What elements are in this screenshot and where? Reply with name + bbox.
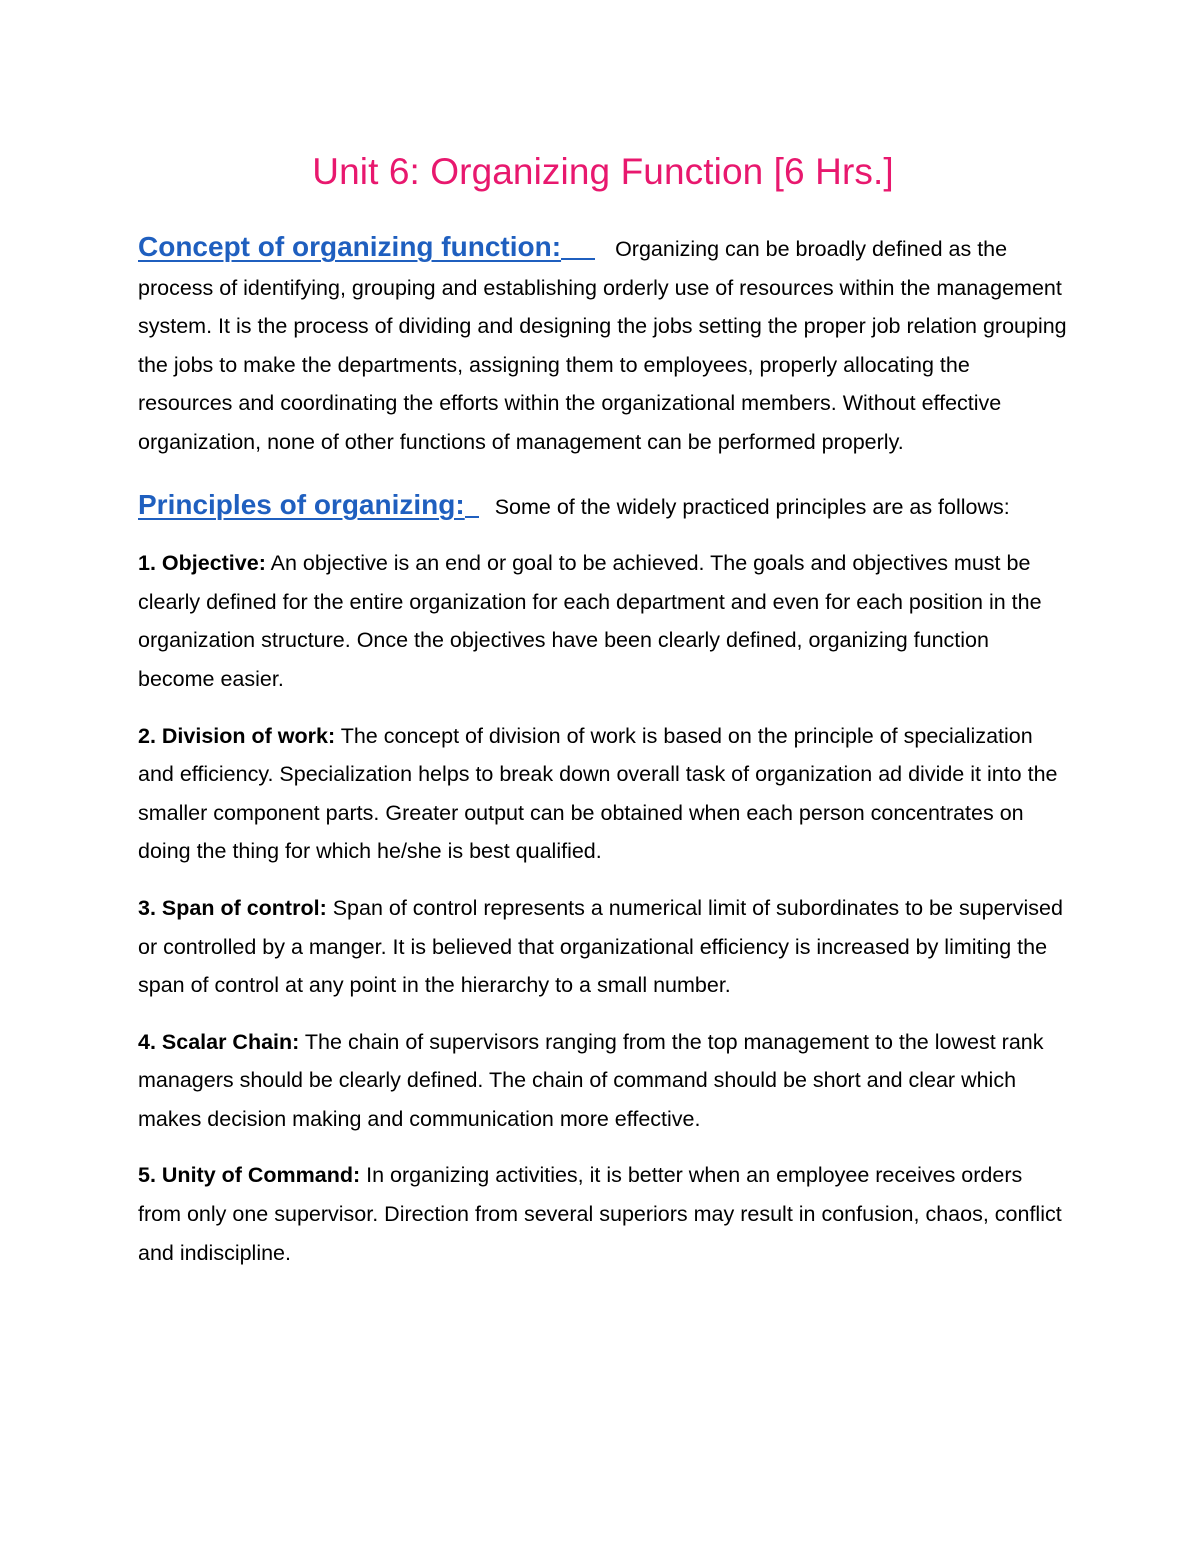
principle-label: 2. Division of work:	[138, 723, 336, 748]
principles-section	[138, 486, 1068, 527]
principle-label: 5. Unity of Command:	[138, 1163, 361, 1188]
document-content	[138, 148, 1068, 1272]
principles-intro: Some of the widely practiced principles are as follows:	[494, 494, 1010, 519]
principle-label: 3. Span of control:	[138, 895, 327, 920]
principle-item	[138, 889, 1068, 1005]
heading-underline	[561, 258, 595, 260]
principle-item	[138, 1156, 1068, 1272]
principle-text: The concept of division of work is based on the principle of specialization and efficiency. Specialization helps to break down overall task of organization ad divide it into the smaller component parts. Greater output can be obtained when each person concentrates on doing the thing for which he/she is best qualified.	[138, 723, 1058, 864]
page-title: Unit 6: Organizing Function [6 Hrs.]	[312, 151, 894, 192]
principles-heading: Principles of organizing:	[138, 488, 465, 520]
principle-label: 1. Objective:	[138, 551, 266, 576]
principle-label: 4. Scalar Chain:	[138, 1029, 300, 1054]
concept-section	[138, 228, 1068, 462]
principle-text: The chain of supervisors ranging from the top management to the lowest rank managers should be clearly defined. The chain of command should be short and clear which makes decision making and communication more effective.	[138, 1029, 1044, 1131]
principle-text: Span of control represents a numerical limit of subordinates to be supervised or controlled by a manger. It is believed that organizational efficiency is increased by limiting the span of control at any point in the hierarchy to a small number.	[138, 895, 1063, 998]
principle-item	[138, 1023, 1068, 1139]
principle-item	[138, 717, 1068, 871]
principle-text: In organizing activities, it is better when an employee receives orders from only one supervisor. Direction from several superiors may result in confusion, chaos, conflict and indiscipline.	[138, 1163, 1062, 1265]
principle-text: An objective is an end or goal to be achieved. The goals and objectives must be clearly defined for the entire organization for each department and even for each position in the organization structure. Once the objectives have been clearly defined, organizing function become easier.	[138, 551, 1042, 691]
principle-item	[138, 544, 1068, 698]
heading-underline	[465, 516, 479, 518]
concept-text: Organizing can be broadly defined as the process of identifying, grouping and establishing orderly use of resources within the management system. It is the process of dividing and designing the jobs setting the proper job relation grouping the jobs to make the departments, assigning them to employees, properly allocating the resources and coordinating the efforts within the organizational members. Without effective organization, none of other functions of management can be performed properly.	[138, 237, 1067, 454]
concept-heading: Concept of organizing function:	[138, 231, 562, 262]
